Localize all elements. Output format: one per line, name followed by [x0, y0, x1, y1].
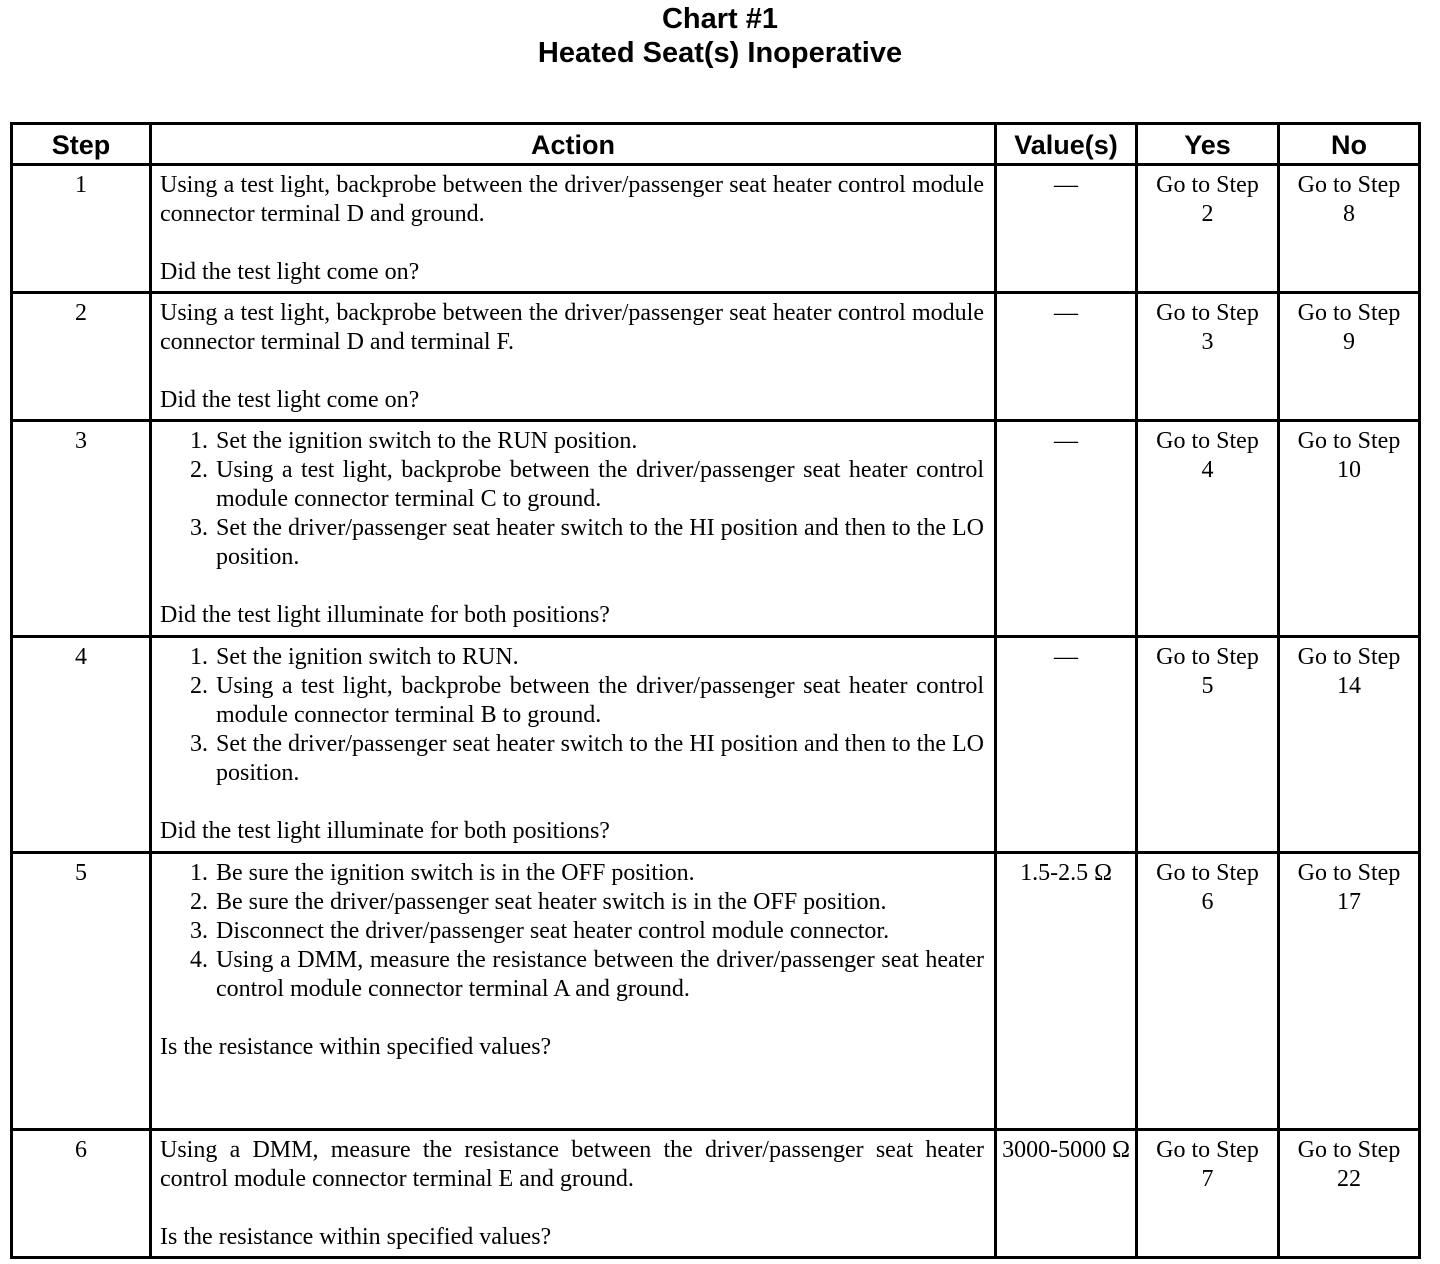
yes-cell — [1137, 293, 1279, 421]
value-cell: — — [996, 421, 1137, 637]
action-step-item: 3. Disconnect the driver/passenger seat heater control module connector. — [214, 917, 984, 946]
yes-cell — [1137, 853, 1279, 1130]
table-row — [12, 293, 1420, 421]
action-text: Using a test light, backprobe between the driver/passenger seat heater control module connector terminal D and terminal F. — [160, 300, 984, 355]
action-cell — [151, 1130, 996, 1258]
go-to-step-label: Go to Step — [1297, 172, 1401, 198]
yes-cell — [1137, 165, 1279, 293]
go-to-step-label: Go to Step — [1297, 860, 1401, 886]
go-to-step-label: Go to Step — [1156, 428, 1259, 454]
action-text: Using a test light, backprobe between the driver/passenger seat heater control module connector terminal D and ground. — [160, 172, 984, 227]
no-step-number: 14 — [1337, 673, 1361, 699]
action-cell — [151, 165, 996, 293]
step-number: 3 — [12, 421, 151, 637]
table-row — [12, 853, 1420, 1130]
action-steps-list — [160, 427, 984, 572]
step-number: 2 — [12, 293, 151, 421]
step-number: 6 — [12, 1130, 151, 1258]
action-cell — [151, 421, 996, 637]
header-action: Action — [151, 124, 996, 165]
action-step-item: 3. Set the driver/passenger seat heater switch to the HI position and then to the LO position. — [214, 730, 984, 788]
header-yes: Yes — [1137, 124, 1279, 165]
yes-cell — [1137, 421, 1279, 637]
go-to-step-label: Go to Step — [1297, 1137, 1401, 1163]
action-question: Is the resistance within specified values? — [160, 1224, 552, 1250]
go-to-step-label: Go to Step — [1297, 428, 1401, 454]
action-cell — [151, 853, 996, 1130]
chart-title: Chart #1 — [661, 3, 779, 35]
step-number: 5 — [12, 853, 151, 1130]
action-step-item: 1. Be sure the ignition switch is in the OFF position. — [214, 859, 984, 888]
yes-cell — [1137, 1130, 1279, 1258]
action-step-item: 2. Using a test light, backprobe between the driver/passenger seat heater control module connector terminal C to ground. — [214, 456, 984, 514]
no-cell — [1279, 293, 1420, 421]
action-step-item: 4. Using a DMM, measure the resistance between the driver/passenger seat heater control module connector terminal A and ground. — [214, 946, 984, 1004]
value-cell: — — [996, 165, 1137, 293]
action-question: Did the test light illuminate for both positions? — [160, 602, 610, 628]
table-row — [12, 421, 1420, 637]
go-to-step-label: Go to Step — [1156, 1137, 1259, 1163]
yes-step-number: 5 — [1201, 673, 1214, 699]
action-step-item: 2. Be sure the driver/passenger seat heater switch is in the OFF position. — [214, 888, 984, 917]
yes-step-number: 3 — [1201, 329, 1214, 355]
yes-step-number: 7 — [1201, 1166, 1214, 1192]
no-step-number: 8 — [1343, 201, 1355, 227]
table-row — [12, 165, 1420, 293]
step-number: 1 — [12, 165, 151, 293]
action-step-item: 2. Using a test light, backprobe between the driver/passenger seat heater control module connector terminal B to ground. — [214, 672, 984, 730]
header-no: No — [1279, 124, 1420, 165]
header-values: Value(s) — [996, 124, 1137, 165]
value-cell: 1.5-2.5 Ω — [996, 853, 1137, 1130]
action-question: Did the test light come on? — [160, 259, 420, 285]
yes-step-number: 4 — [1201, 457, 1214, 483]
header-row — [12, 124, 1420, 165]
action-question: Did the test light illuminate for both positions? — [160, 818, 610, 844]
no-cell — [1279, 853, 1420, 1130]
table-row — [12, 1130, 1420, 1258]
action-steps-list — [160, 859, 984, 1004]
action-cell — [151, 293, 996, 421]
no-step-number: 17 — [1337, 889, 1361, 915]
no-cell — [1279, 165, 1420, 293]
action-step-item: 3. Set the driver/passenger seat heater switch to the HI position and then to the LO position. — [214, 514, 984, 572]
go-to-step-label: Go to Step — [1156, 860, 1259, 886]
diagnostic-table — [10, 122, 1421, 1259]
go-to-step-label: Go to Step — [1297, 300, 1401, 326]
action-step-item: 1. Set the ignition switch to the RUN position. — [214, 427, 984, 456]
action-steps-list — [160, 643, 984, 788]
step-number: 4 — [12, 637, 151, 853]
action-step-item: 1. Set the ignition switch to RUN. — [214, 643, 984, 672]
no-step-number: 9 — [1343, 329, 1355, 355]
yes-cell — [1137, 637, 1279, 853]
action-question: Is the resistance within specified values? — [160, 1034, 552, 1060]
chart-subtitle: Heated Seat(s) Inoperative — [537, 37, 903, 69]
no-step-number: 10 — [1337, 457, 1361, 483]
yes-step-number: 6 — [1201, 889, 1214, 915]
no-cell — [1279, 421, 1420, 637]
action-text: Using a DMM, measure the resistance between the driver/passenger seat heater control module connector terminal E and ground. — [160, 1137, 984, 1192]
action-question: Did the test light come on? — [160, 387, 420, 413]
action-cell — [151, 637, 996, 853]
value-cell: — — [996, 293, 1137, 421]
go-to-step-label: Go to Step — [1156, 644, 1259, 670]
no-step-number: 22 — [1337, 1166, 1361, 1192]
value-cell: — — [996, 637, 1137, 853]
no-cell — [1279, 637, 1420, 853]
table-row — [12, 637, 1420, 853]
go-to-step-label: Go to Step — [1156, 172, 1259, 198]
yes-step-number: 2 — [1201, 201, 1214, 227]
go-to-step-label: Go to Step — [1156, 300, 1259, 326]
go-to-step-label: Go to Step — [1297, 644, 1401, 670]
header-step: Step — [12, 124, 151, 165]
no-cell — [1279, 1130, 1420, 1258]
value-cell: 3000-5000 Ω — [996, 1130, 1137, 1258]
